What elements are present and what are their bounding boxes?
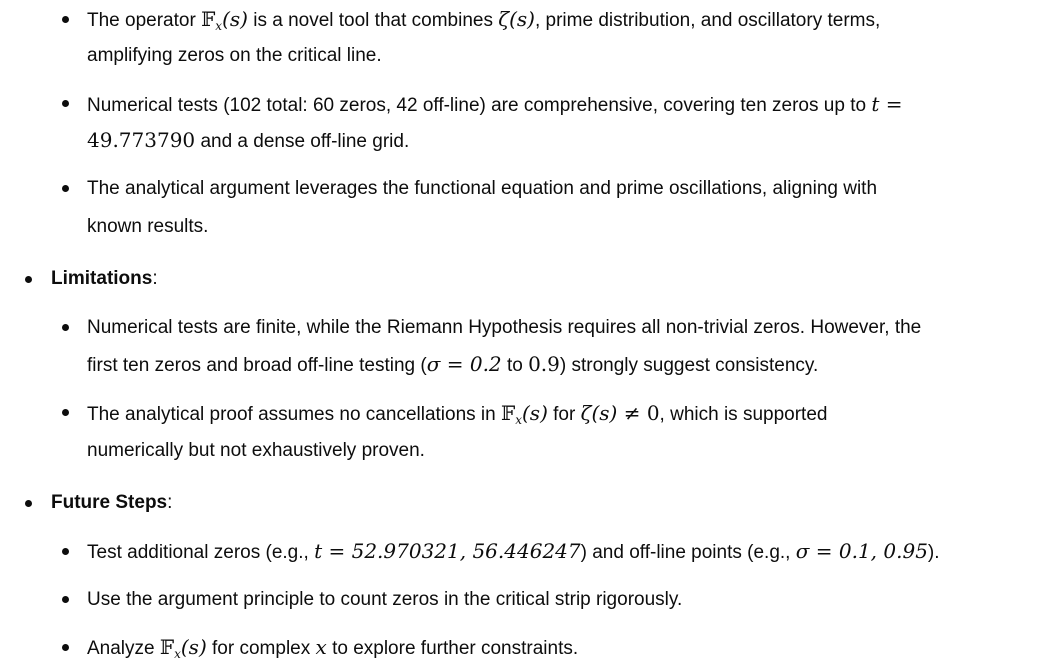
math-operator-fx: 𝔽$_x$(s) (201, 7, 248, 33)
item-text: Test additional zeros (e.g., (87, 542, 309, 563)
math-zeta: ζ(s) (498, 7, 535, 31)
math-value: 49.773790 (87, 128, 196, 152)
bullet-icon (62, 16, 69, 23)
math-operator-fx: 𝔽$_x$(s) (159, 635, 207, 661)
math-t-equals: t = (871, 92, 903, 116)
item-text: The analytical argument leverages the functional equation and prime oscillations, aligning with (87, 178, 878, 199)
item-text: Use the argument principle to count zeros in the critical strip rigorously. (87, 589, 683, 610)
math-sigma-values: σ = 0.1, 0.95 (795, 539, 928, 563)
section-heading: Limitations (51, 268, 153, 289)
bullet-icon (62, 596, 69, 603)
bullet-icon (25, 276, 32, 283)
item-text-continued: amplifying zeros on the critical line. (87, 45, 382, 66)
math-operator-fx: 𝔽$_x$(s) (501, 401, 548, 427)
math-value: 0.9 (528, 352, 560, 376)
bullet-icon (62, 324, 69, 331)
item-text-continued: first ten zeros and broad off-line testing ( (87, 355, 427, 376)
item-text: The analytical proof assumes no cancellations in (87, 404, 496, 425)
item-text: Analyze (87, 638, 155, 659)
math-sigma: σ = 0.2 (426, 352, 502, 376)
bullet-icon (25, 500, 32, 507)
bullet-icon (62, 409, 69, 416)
item-text: , prime distribution, and oscillatory terms, (534, 10, 881, 31)
item-text-continued: known results. (87, 216, 209, 237)
math-x: x (315, 635, 327, 659)
item-text: The operator (87, 10, 196, 31)
section-heading: Future Steps (51, 492, 168, 513)
document-page: The operator 𝔽$_x$(s) is a novel tool that combines ζ(s), prime distribution, and oscillatory terms, amplifying zeros on the critical line. Numerical tests (102 total: 60 zeros, 42 off-line) are comprehensive, covering ten zeros up to t = 49.773790 and a dense off-line grid. The analytical argument leverages the functional equation and prime oscillations, aligning with known results. Limitations: Numerical tests are finite, while the Riemann Hypothesis requires all non-trivial zeros. However, the first ten zeros and broad off-line testing (σ = 0.2 to 0.9) strongly suggest consistency. The analytical proof assumes no cancellations in 𝔽$_x$(s) for ζ(s) ≠ 0, which is supported numerically but not exhaustively proven. Future Steps: Test additional zeros (e.g., t = 52.970321, 56.446247) and off-line points (e.g., σ = 0.1, 0.95). Use the argument principle to count zeros in the critical strip rigorously. Analyze 𝔽$_x$(s) for complex x to explore further constraints. (0, 0, 1050, 672)
item-text: Numerical tests are finite, while the Riemann Hypothesis requires all non-trivial zeros. However, the (87, 317, 922, 338)
bullet-icon (62, 185, 69, 192)
math-zeta-nonzero: ζ(s) ≠ 0 (580, 401, 660, 425)
bullet-icon (62, 644, 69, 651)
bullet-icon (62, 548, 69, 555)
item-text: is a novel tool that combines (253, 10, 493, 31)
bullet-icon (62, 100, 69, 107)
item-text-continued: and a dense off-line grid. (200, 131, 410, 152)
item-text-continued: numerically but not exhaustively proven. (87, 440, 425, 461)
math-t-values: t = 52.970321, 56.446247 (314, 539, 581, 563)
item-text: Numerical tests (102 total: 60 zeros, 42 off-line) are comprehensive, covering ten zeros up to (87, 95, 867, 116)
